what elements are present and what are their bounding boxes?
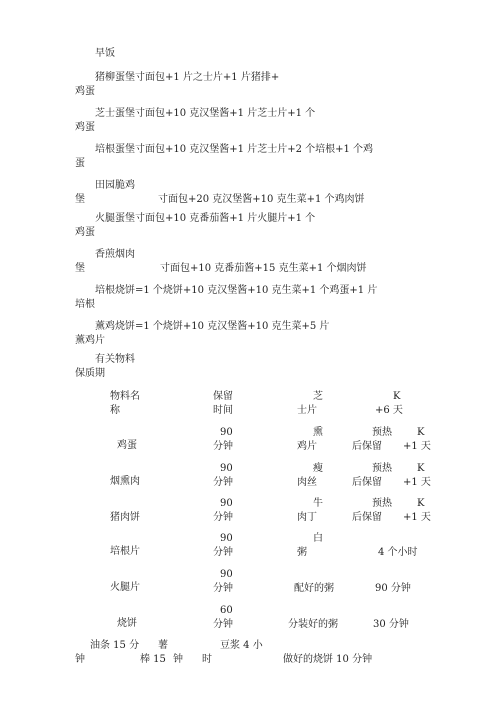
item-2-line2: 鸡蛋 [75, 122, 95, 133]
item-3-line2: 蛋 [75, 158, 85, 169]
item-8-line1: 薰鸡烧饼=1 个烧饼+10 克汉堡酱+10 克生菜+5 片 [95, 321, 330, 332]
row-2-days: +1 天 [403, 477, 431, 488]
item-7-line1: 培根烧饼=1 个烧饼+10 克汉堡酱+10 克生菜+1 个鸡蛋+1 片 [95, 285, 378, 296]
row-1-name: 鸡蛋 [117, 440, 137, 451]
header-col4-1: K [393, 391, 401, 402]
header-name-2: 称 [110, 405, 120, 416]
row-4-mat-1: 白 [313, 533, 323, 544]
footer-fries-3: 钟 [173, 654, 183, 665]
row-1-mat-1: 熏 [313, 427, 323, 438]
header-name-1: 物料名 [110, 391, 140, 402]
item-6-line2b: 寸面包+10 克番茄酱+15 克生菜+1 个烟肉饼 [160, 263, 367, 274]
row-3-unit: 分钟 [213, 512, 233, 523]
row-1-unit: 分钟 [213, 441, 233, 452]
row-5-name: 火腿片 [110, 582, 140, 593]
item-1-line1: 猪柳蛋堡寸面包+1 片之士片+1 片猪排+ [95, 72, 280, 83]
row-3-rule-1: 预热 [372, 498, 392, 509]
row-3-name: 猪肉饼 [110, 512, 140, 523]
header-keep-2: 时间 [213, 405, 233, 416]
row-2-rule-1: 预热 [372, 463, 392, 474]
item-6-line2a: 堡 [75, 263, 85, 274]
row-6-name: 烧饼 [117, 618, 137, 629]
row-3-k: K [417, 498, 425, 509]
row-5-unit: 分钟 [213, 583, 233, 594]
footer-youtiao-1: 油条 15 分 [90, 640, 140, 651]
row-6-mat: 分装好的粥 [288, 619, 338, 630]
shelf-heading-1: 有关物料 [95, 354, 135, 365]
row-3-number: 90 [220, 498, 233, 509]
row-1-rule-1: 预热 [372, 427, 392, 438]
row-1-mat-2: 鸡片 [297, 441, 317, 452]
header-col3-1: 芝 [313, 391, 323, 402]
header-col3-2: 士片 [297, 405, 317, 416]
item-1-line2: 鸡蛋 [75, 86, 95, 97]
item-4-line2a: 堡 [75, 194, 85, 205]
item-4-line2b: 寸面包+20 克汉堡酱+10 克生菜+1 个鸡肉饼 [158, 194, 365, 205]
row-5-number: 90 [220, 569, 233, 580]
footer-soymilk-1: 豆浆 4 小 [220, 640, 263, 651]
item-6-line1: 香煎烟肉 [95, 249, 135, 260]
item-5-line2: 鸡蛋 [75, 227, 95, 238]
row-6-unit: 分钟 [213, 619, 233, 630]
row-2-unit: 分钟 [213, 477, 233, 488]
row-1-rule-2: 后保留 [352, 441, 382, 452]
row-5-rule: 90 分钟 [375, 583, 411, 594]
row-5-mat: 配好的粥 [294, 583, 334, 594]
item-5-line1: 火腿蛋堡寸面包+10 克番茄酱+1 片火腿片+1 个 [95, 213, 316, 224]
item-4-line1: 田园脆鸡 [95, 180, 135, 191]
row-3-mat-2: 肉丁 [297, 512, 317, 523]
breakfast-heading: 早饭 [95, 48, 115, 59]
item-2-line1: 芝士蛋堡寸面包+10 克汉堡酱+1 片芝士片+1 个 [95, 108, 316, 119]
footer-fries-1: 薯 [158, 640, 168, 651]
footer-youtiao-2: 钟 [75, 654, 85, 665]
row-2-number: 90 [220, 463, 233, 474]
row-4-number: 90 [220, 533, 233, 544]
row-6-rule: 30 分钟 [373, 619, 409, 630]
row-2-rule-2: 后保留 [352, 477, 382, 488]
row-4-name: 培根片 [110, 546, 140, 557]
item-7-line2: 培根 [75, 299, 95, 310]
row-1-days: +1 天 [403, 441, 431, 452]
row-6-number: 60 [220, 605, 233, 616]
row-3-rule-2: 后保留 [352, 512, 382, 523]
row-2-mat-1: 瘦 [313, 463, 323, 474]
item-8-line2: 薰鸡片 [75, 335, 105, 346]
row-2-k: K [417, 463, 425, 474]
row-1-k: K [417, 427, 425, 438]
footer-shaobing: 做好的烧饼 10 分钟 [283, 654, 373, 665]
footer-fries-2: 棒 15 [140, 654, 166, 665]
row-1-number: 90 [220, 427, 233, 438]
row-3-mat-1: 牛 [313, 498, 323, 509]
row-4-rule: 4 个小时 [378, 547, 418, 558]
shelf-heading-2: 保质期 [75, 368, 105, 379]
item-3-line1: 培根蛋堡寸面包+10 克汉堡酱+1 片芝士片+2 个培根+1 个鸡 [95, 144, 374, 155]
row-4-unit: 分钟 [213, 547, 233, 558]
header-col4-2: +6 天 [375, 405, 403, 416]
row-4-mat-2: 粥 [297, 547, 307, 558]
row-2-mat-2: 肉丝 [297, 477, 317, 488]
footer-soymilk-2: 时 [202, 654, 212, 665]
header-keep-1: 保留 [213, 391, 233, 402]
row-3-days: +1 天 [403, 512, 431, 523]
row-2-name: 烟熏肉 [110, 476, 140, 487]
